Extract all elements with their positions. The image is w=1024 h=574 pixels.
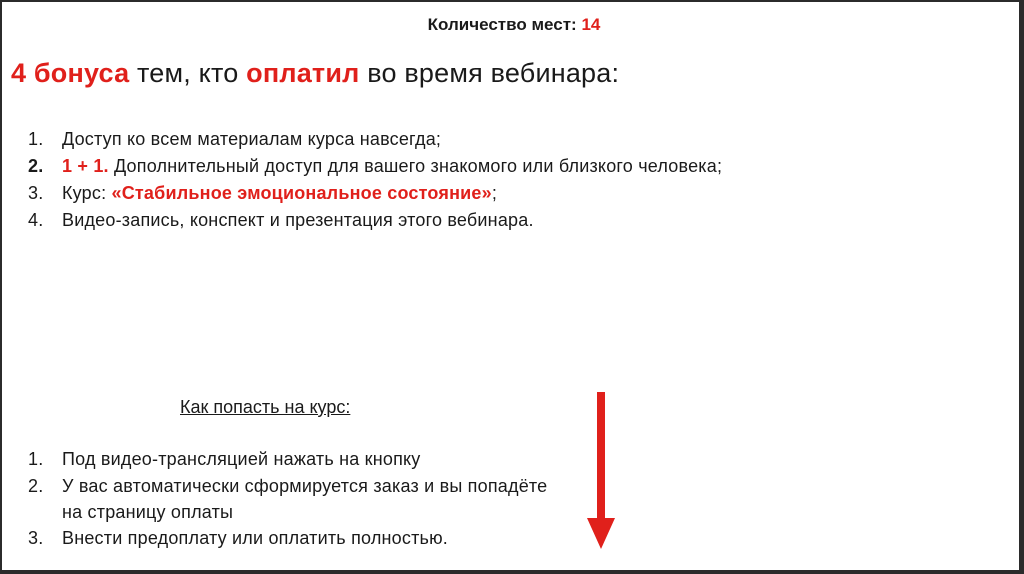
seats-count-heading (2, 15, 1024, 35)
list-text: Под видео-трансляцией нажать на кнопку (62, 449, 421, 469)
list-highlight: 1 + 1. (62, 156, 109, 176)
list-item (28, 473, 562, 525)
list-number: 2. (28, 156, 44, 176)
list-number: 3. (28, 183, 44, 203)
how-to-title: Как попасть на курс: (180, 397, 351, 417)
headline-text-1: тем, кто (129, 58, 247, 88)
seats-number: 14 (581, 15, 601, 34)
seats-label: Количество мест: (427, 15, 577, 34)
list-item (28, 207, 722, 234)
list-item (28, 180, 722, 207)
list-item (28, 525, 562, 552)
steps-list (28, 446, 562, 552)
list-item (28, 446, 562, 473)
bonus-headline (11, 58, 619, 89)
list-number: 4. (28, 210, 44, 230)
list-suffix: ; (491, 183, 498, 203)
list-text: Дополнительный доступ для вашего знакомого или близкого человека; (108, 156, 723, 176)
bonus-list (28, 126, 722, 234)
list-number: 2. (28, 476, 44, 496)
list-number: 3. (28, 528, 44, 548)
list-number: 1. (28, 449, 44, 469)
list-item (28, 126, 722, 153)
headline-text-2: во время вебинара: (359, 58, 620, 88)
list-item (28, 153, 722, 180)
list-number: 1. (28, 129, 44, 149)
list-text: Доступ ко всем материалам курса навсегда; (62, 129, 442, 149)
list-prefix: Курс: (62, 183, 112, 203)
arrow-down-icon (586, 392, 616, 552)
list-text: Видео-запись, конспект и презентация этого вебинара. (62, 210, 534, 230)
course-name: «Стабильное эмоциональное состояние» (111, 183, 492, 203)
headline-paid: оплатил (246, 58, 360, 88)
headline-bonus-count: 4 бонуса (11, 58, 130, 88)
list-text: Внести предоплату или оплатить полностью. (62, 528, 449, 548)
list-text: У вас автоматически сформируется заказ и вы попадёте на страницу оплаты (62, 476, 548, 522)
